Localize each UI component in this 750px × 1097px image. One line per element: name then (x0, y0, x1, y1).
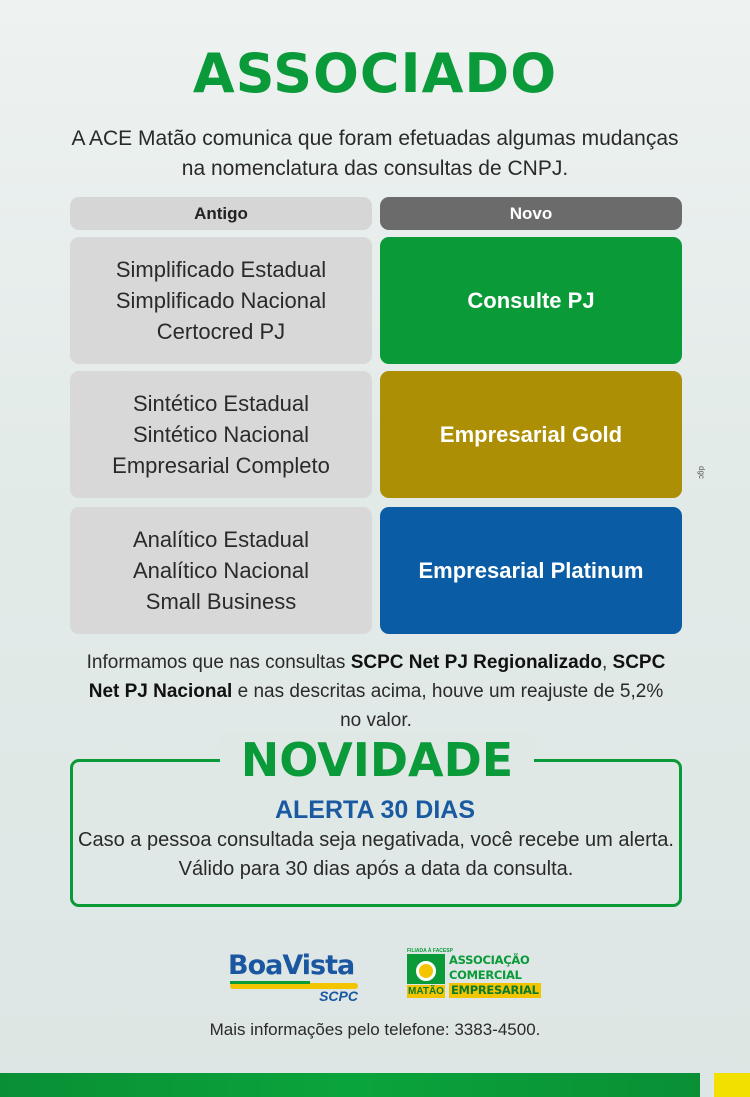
new-name-cell (380, 507, 682, 634)
ace-city: MATÃO (408, 986, 444, 997)
ace-name-line: EMPRESARIAL (451, 983, 539, 997)
ace-name (449, 953, 539, 998)
ace-badge-icon (407, 954, 445, 984)
logo-stripe (230, 981, 310, 984)
new-name: Consulte PJ (467, 287, 595, 313)
ace-name-line: ASSOCIAÇÃO (449, 953, 530, 967)
alert-line: Caso a pessoa consultada seja negativada, você recebe um alerta. (78, 829, 674, 851)
old-names-cell (70, 237, 372, 364)
new-name: Empresarial Platinum (418, 557, 644, 583)
novidade-title: NOVIDADE (220, 732, 534, 788)
price-adjustment-note (76, 648, 676, 735)
new-name: Empresarial Gold (439, 421, 623, 447)
note-text: e nas descritas acima, houve um reajuste de 5,2% no valor. (232, 681, 664, 731)
footer-corner (714, 1073, 750, 1097)
ace-affiliation: FILIADA À FACESP (407, 948, 453, 954)
new-name-cell (380, 237, 682, 364)
footer-band (0, 1073, 700, 1097)
alert-description (70, 826, 682, 884)
column-header-old: Antigo (70, 197, 372, 230)
old-name: Sintético Nacional (132, 422, 310, 447)
new-name-cell (380, 371, 682, 498)
alert-line: Válido para 30 dias após a data da consulta. (178, 858, 574, 880)
ace-logo (407, 948, 539, 1000)
old-name: Analítico Estadual (132, 527, 310, 552)
old-names-cell (70, 371, 372, 498)
side-tag: dgc (697, 466, 706, 479)
note-text: Informamos que nas consultas (86, 652, 351, 673)
boavista-name: BoaVista (228, 950, 355, 981)
page-title: ASSOCIADO (192, 42, 558, 105)
note-text: , (601, 652, 613, 673)
intro-text: A ACE Matão comunica que foram efetuadas algumas mudanças na nomenclatura das consultas de CNPJ. (71, 127, 679, 180)
contact-info: Mais informações pelo telefone: 3383-4500. (209, 1020, 541, 1039)
note-bold: SCPC Net PJ Regionalizado (350, 652, 602, 673)
old-name: Small Business (145, 589, 297, 614)
boavista-sub: SCPC (319, 988, 358, 1004)
old-names-cell (70, 507, 372, 634)
old-name: Empresarial Completo (112, 453, 330, 478)
old-name: Simplificado Nacional (115, 288, 327, 313)
boavista-logo (228, 950, 360, 1006)
old-name: Analítico Nacional (132, 558, 310, 583)
old-name: Simplificado Estadual (115, 257, 327, 282)
old-name: Certocred PJ (156, 319, 286, 344)
column-header-new: Novo (380, 197, 682, 230)
sun-icon (416, 961, 436, 981)
ace-name-line: COMERCIAL (449, 968, 522, 982)
old-name: Sintético Estadual (132, 391, 310, 416)
alert-title: ALERTA 30 DIAS (274, 796, 476, 824)
note-bold: SCPC Net PJ Nacional (88, 652, 666, 702)
